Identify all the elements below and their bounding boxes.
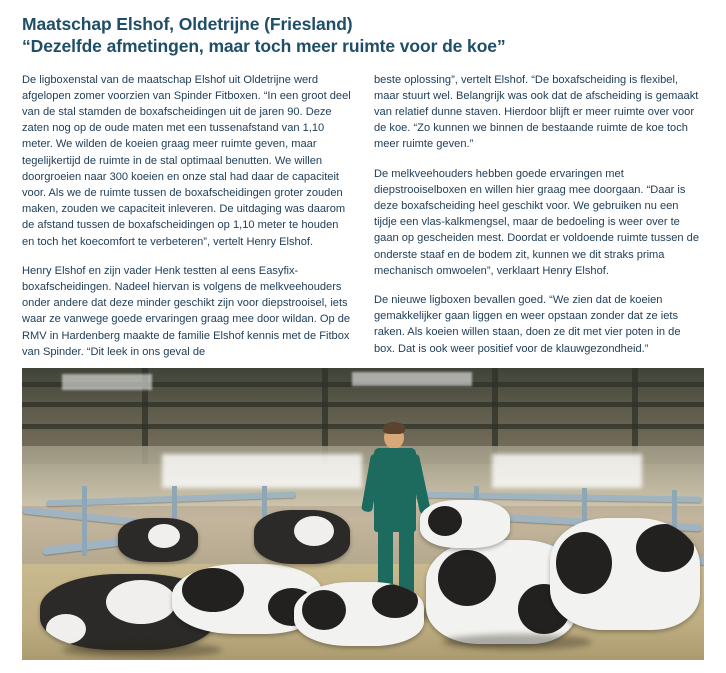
page-subtitle: “Dezelfde afmetingen, maar toch meer ruimte voor de koe”: [22, 36, 506, 57]
open-side-daylight: [162, 454, 362, 488]
paragraph: De nieuwe ligboxen bevallen goed. “We zien dat de koeien gemakkelijker gaan liggen en weer opstaan zonder dat ze iets raken. Als koeien willen staan, doen ze dit met vier poten in de box. Dat is ook weer positief voor de klauwgezondheid.”: [374, 293, 681, 355]
cow-shadow: [62, 642, 222, 658]
roof-beam: [22, 424, 704, 429]
cow-patch: [428, 506, 462, 536]
cow-patch: [302, 590, 346, 630]
cow-patch: [294, 516, 334, 546]
page-title: Maatschap Elshof, Oldetrijne (Friesland): [22, 14, 353, 34]
cow: [294, 582, 424, 646]
cow-patch: [148, 524, 180, 548]
paragraph: De ligboxenstal van de maatschap Elshof uit Oldetrijne werd afgelopen zomer voorzien van Spinder Fitboxen. “In een groot deel van de stal stamden de boxafscheidingen uit de jaren 90. Deze zaten nog op de oude maten met een tussenafstand van 1,10 meter. We wilden de koeien graag meer ruimte geven, maar tegelijkertijd de ruimte in de stal optimaal benutten. We willen doorgroeien naar 300 koeien en onze stal had daar de capaciteit voor. Als we de ruimte tussen de boxafscheidingen groter zouden maken, zouden we capaciteit inleveren. De uitdaging was daarom de afstand tussen de boxafscheidingen op 1,10 meter te houden en toch het koecomfort te verbeteren”, vertelt Henry Elshof.: [22, 73, 351, 248]
skylight: [352, 372, 472, 386]
cow: [550, 518, 700, 630]
barn-photo-scene: [22, 368, 704, 660]
skylight: [62, 374, 152, 390]
cow: [118, 518, 198, 562]
cubicle-post: [82, 486, 87, 556]
paragraph: De melkveehouders hebben goede ervaringen met diepstrooiselboxen en willen hier graag mee doorgaan. “Daar is deze boxafscheiding heel geschikt voor. We gebruiken nu een tijdje een vlas-kalkmengsel, maar de bedoeling is weer over te gaan op gescheiden mest. Doordat er voldoende ruimte tussen de onderste staaf en de bodem zit, kunnen we dit straks prima mechanisch omwoelen”, verklaart Henry Elshof.: [374, 167, 700, 277]
article-photo: [22, 368, 704, 660]
paragraph: Henry Elshof en zijn vader Henk testten al eens Easyfix-boxafscheidingen. Nadeel hiervan is volgens de melkveehouders onder andere dat deze minder geschikt zijn voor diepstrooisel, iets waar ze vanwege goede ervaringen graag mee door wildan. Op de RMV in Hardenberg maakte de familie Elshof kennis met de Fitbox van Spinder. “Dit leek in ons geval de: [22, 264, 351, 358]
article-columns: [22, 72, 704, 360]
cow-patch: [182, 568, 244, 612]
cow-patch: [556, 532, 612, 594]
cow-patch: [636, 524, 694, 572]
cow: [254, 510, 350, 564]
cow-patch: [106, 580, 176, 624]
cow-patch: [46, 614, 86, 644]
cow-patch: [372, 584, 418, 618]
page-bottom-margin: [0, 660, 726, 673]
left-column: [22, 72, 352, 360]
cow-shadow: [442, 634, 592, 650]
page-left-margin: [0, 0, 7, 673]
person-hair: [383, 422, 405, 434]
open-side-daylight: [492, 454, 642, 488]
right-column: [374, 72, 704, 357]
cow-patch: [438, 550, 496, 606]
paragraph: beste oplossing”, vertelt Elshof. “De boxafscheiding is flexibel, maar stuurt wel. Belangrijk was ook dat de afscheiding is gemaakt van relatief dunne staven. Hierdoor blijft er meer ruimte over voor de koe. “Zo kunnen we binnen de bestaande ruimte de koe toch meer ruimte geven.”: [374, 73, 699, 151]
cow: [420, 500, 510, 548]
roof-beam: [22, 402, 704, 407]
